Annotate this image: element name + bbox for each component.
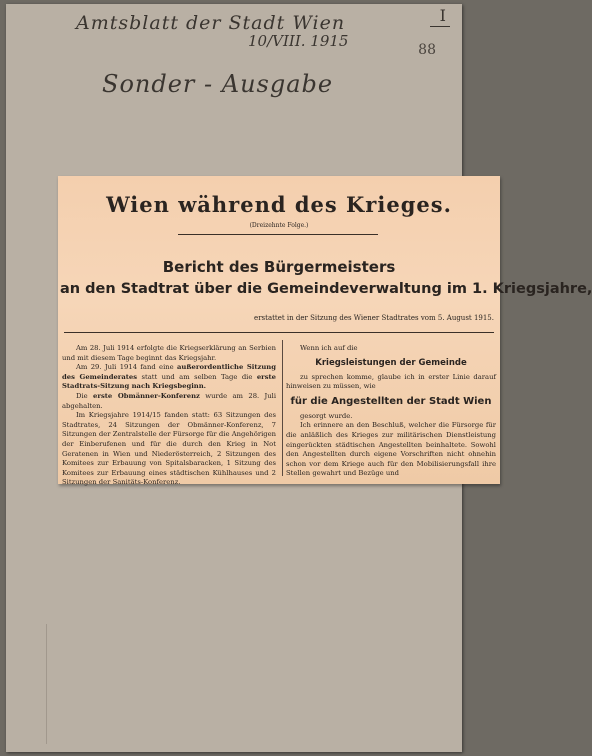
text-run: statt und am selben Tage die <box>141 372 253 381</box>
newspaper-clipping <box>58 176 592 487</box>
section-heading: für die Angestellten der Stadt Wien <box>290 395 492 407</box>
handwritten-title: Amtsblatt der Stadt Wien <box>76 12 346 34</box>
paragraph: gesorgt wurde. <box>300 411 353 420</box>
paragraph: Wenn ich auf die <box>300 344 358 352</box>
clipping-subheading: (Dreizehnte Folge.) <box>249 222 309 229</box>
paragraph <box>62 392 276 411</box>
emphasis: erste Stadtrats-Sitzung nach Kriegsbeginn. <box>62 372 277 391</box>
divider-rule <box>178 234 378 235</box>
emphasis: erste Obmänner-Konferenz <box>93 391 200 400</box>
report-note: erstattet in der Sitzung des Wiener Stadtrates vom 5. August 1915. <box>254 314 494 322</box>
emphasis: außerordentliche Sitzung des Gemeinderates <box>62 363 276 381</box>
handwritten-note: Sonder - Ausgabe <box>102 70 334 98</box>
left-column <box>62 344 276 488</box>
section-heading: Kriegsleistungen der Gemeinde <box>315 357 467 368</box>
paragraph <box>62 363 276 392</box>
clipping-heading: Wien während des Krieges. <box>106 192 452 217</box>
text-run: Am 29. Juli 1914 fand eine <box>76 363 174 372</box>
paragraph: Am 28. Juli 1914 erfolgte die Kriegserklärung an Serbien und mit diesem Tage beginnt das Kriegsjahr. <box>62 344 276 362</box>
right-column <box>286 344 496 479</box>
handwritten-date: 10/VIII. 1915 <box>248 32 349 50</box>
report-subtitle: an den Stadtrat über die Gemeindeverwaltung im 1. Kriegsjahre, <box>60 281 592 297</box>
divider-rule <box>64 332 494 333</box>
paragraph: Im Kriegsjahre 1914/15 fanden statt: 63 Sitzungen des Stadtrates, 24 Sitzungen der Obmänner-Konferenz, 7 Sitzungen der Zentralstelle der Fürsorge für die Angehörigen der Einberufenen und für die durch den Krieg in Not Geratenen in Wien und Niederösterreich, 2 Sitzungen des Komitees zur Erbauung von Spitalsbaracken, 1 Sitzung des Komitees zur Erbauung eines städtischen Kühlhauses und 2 Sitzungen der Sanitäts-Konferenz. <box>62 411 276 487</box>
report-title: Bericht des Bürgermeisters <box>162 258 396 276</box>
page-number: 88 <box>418 42 436 58</box>
text-run: wurde am 28. Juli abgehalten. <box>62 391 277 410</box>
paragraph: Ich erinnere an den Beschluß, welcher die Fürsorge für die anläßlich des Krieges zur militärischen Dienstleistung eingerückten städtischen Angestellten beinhaltete. Sowohl den Angestellten durch eigene Vorschriften nicht ohnehin schon vor dem Kriege auch für den Mobilisierungsfall ihre Stellen gewahrt und Bezüge und <box>286 421 496 478</box>
text-run: Die <box>76 391 88 400</box>
roman-underline <box>430 26 450 27</box>
paragraph: zu sprechen komme, glaube ich in erster Linie darauf hinweisen zu müssen, wie <box>286 372 496 391</box>
handwritten-roman-numeral: I <box>439 6 446 25</box>
column-divider <box>282 340 283 476</box>
